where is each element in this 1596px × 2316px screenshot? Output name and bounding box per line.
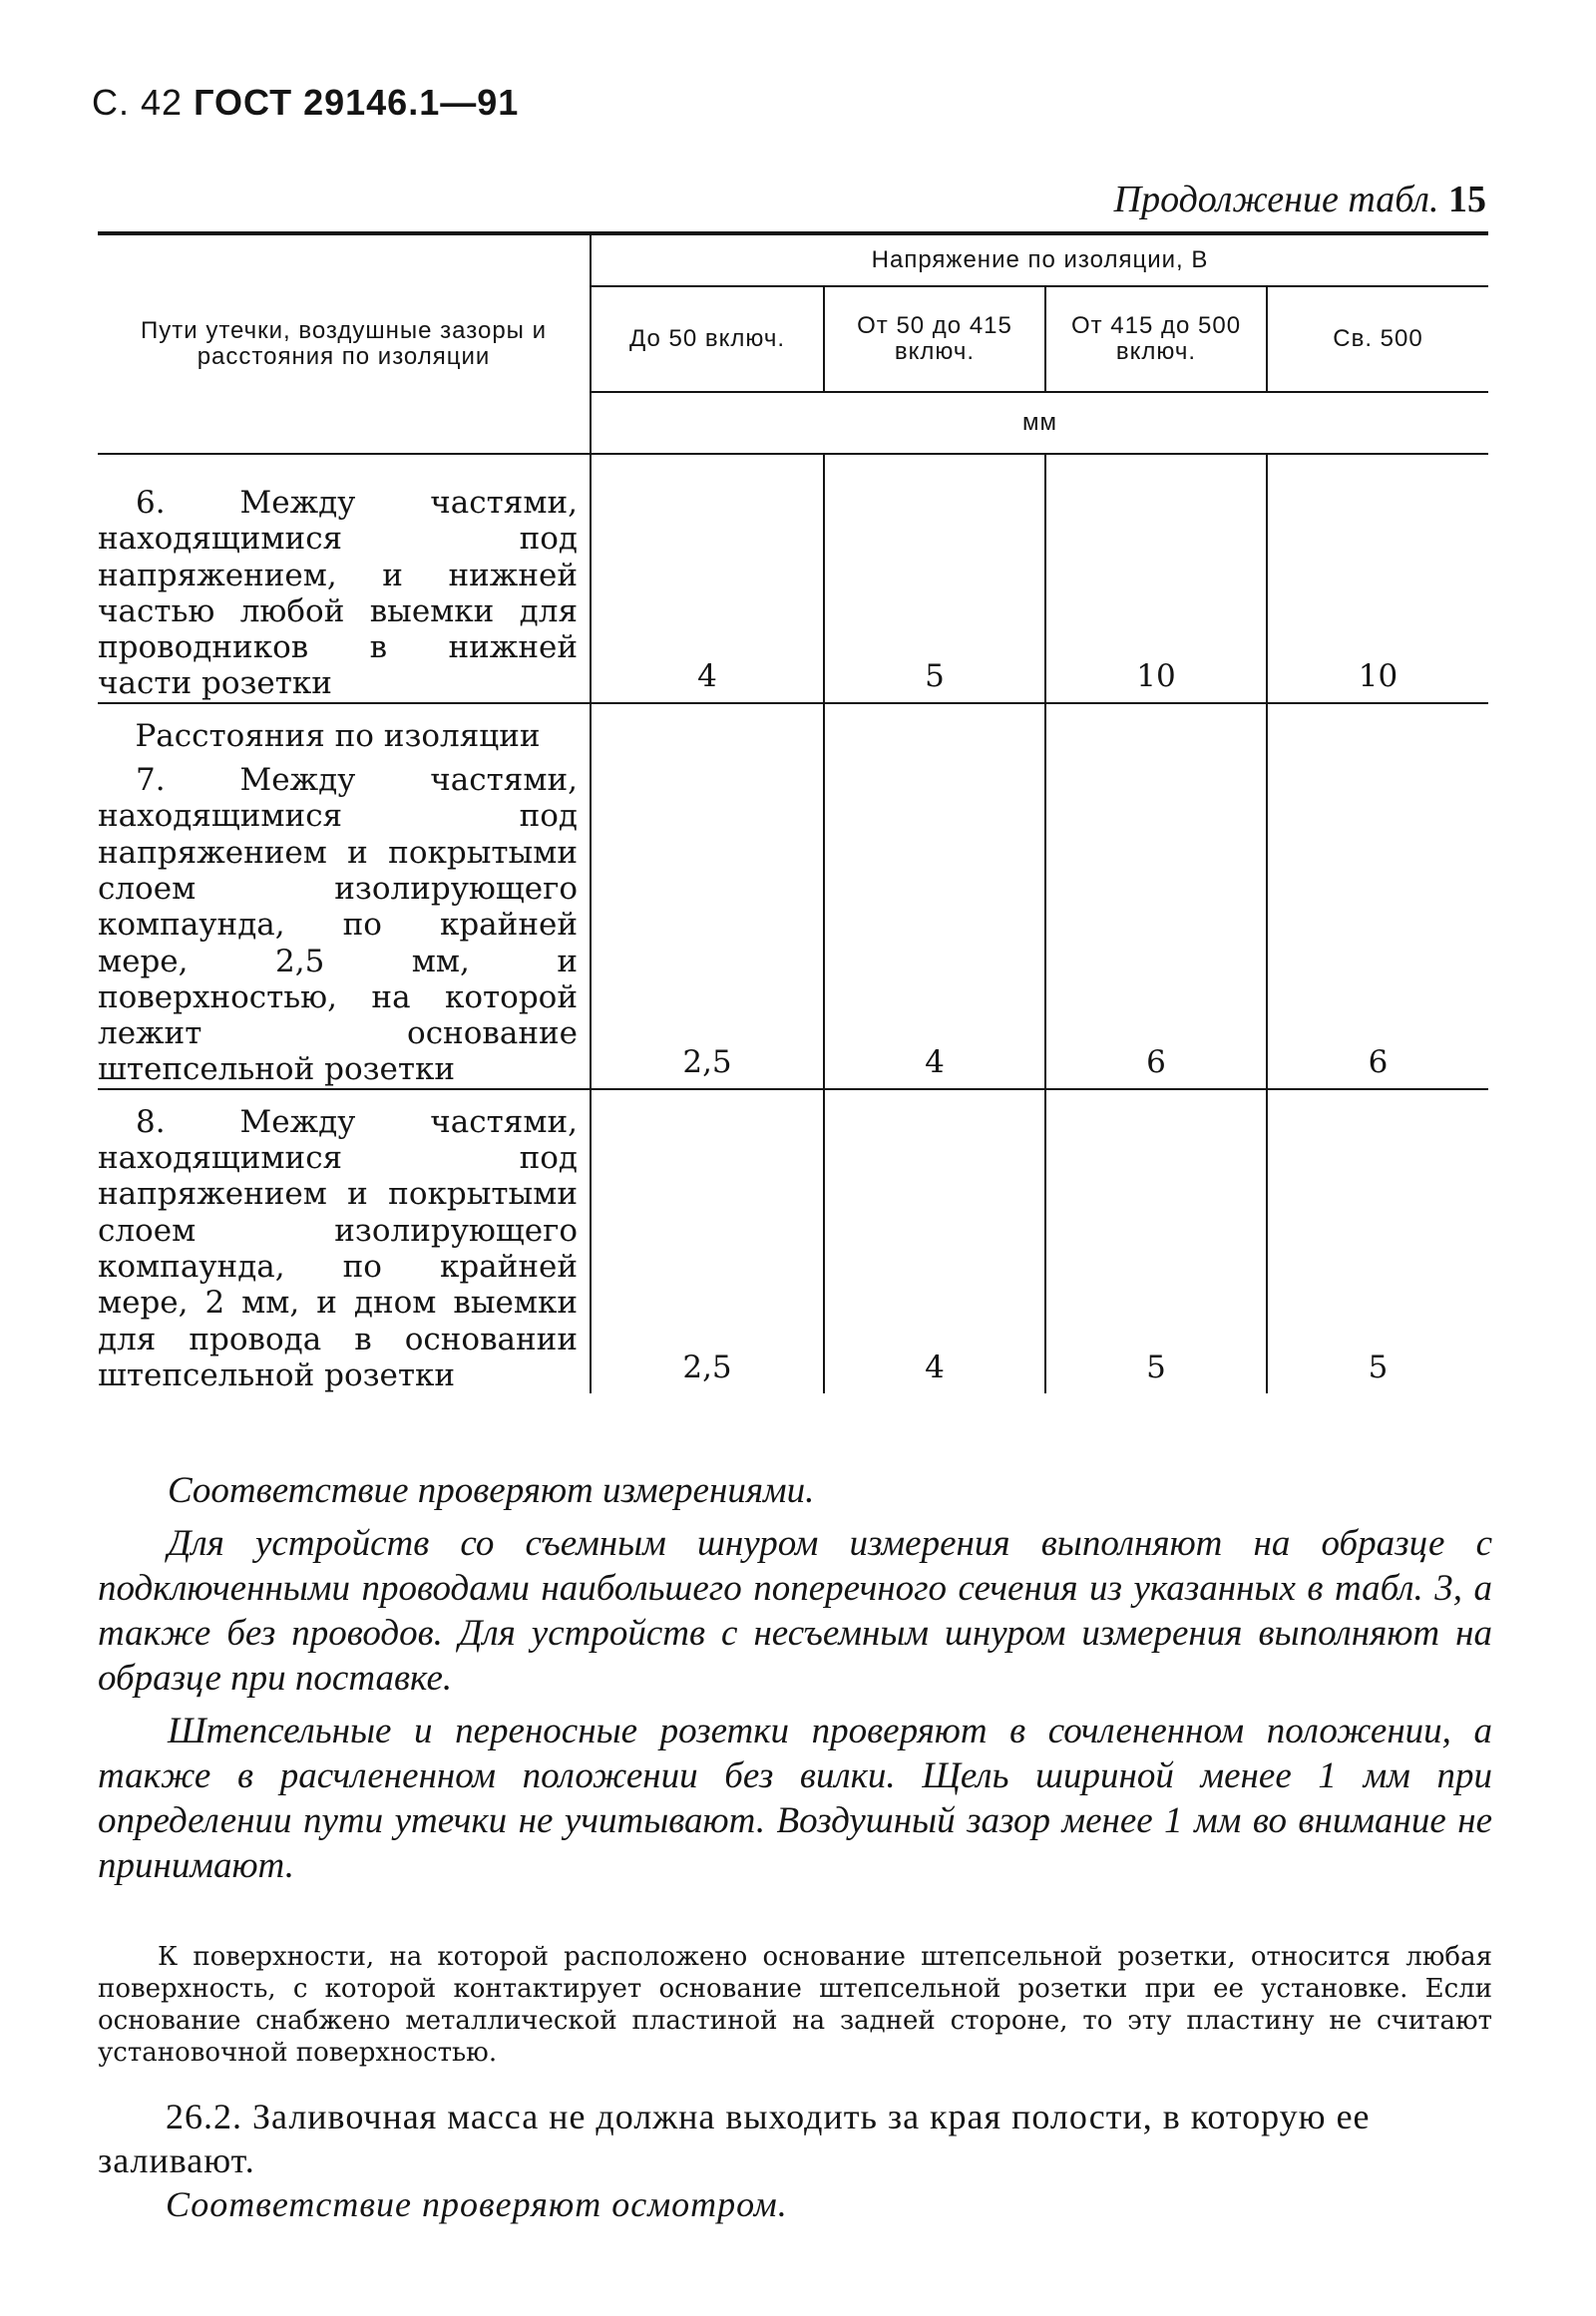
table-row [98, 454, 1488, 703]
note-text [98, 1941, 1492, 2069]
table-cell: 5 [1267, 1089, 1488, 1393]
row-description: 8. Между частями, находящимися под напряжением и покрытыми слоем изолирующего компаунда, по крайней мере, 2 мм, и дном выемки для провода в основании штепсельной розетки [98, 1103, 578, 1393]
table-cell: 4 [824, 703, 1045, 1089]
table-cell: 2,5 [682, 1350, 732, 1386]
row-description: 6. Между частями, находящимися под напряжением, и нижней частью любой выемки для проводников в нижней части розетки [98, 485, 578, 702]
column-header: От 50 до 415 включ. [824, 286, 1045, 392]
paragraph: Штепсельные и переносные розетки проверяют в сочлененном положении, а также в расчлененном положении без вилки. Щель шириной менее 1 мм при определении пути утечки не учитывают. Воздушный зазор менее 1 мм во внимание не принимают. [98, 1711, 1492, 1886]
caption-text: Продолжение табл. [1113, 179, 1439, 220]
row-description-cell [98, 1089, 591, 1393]
note-paragraph: К поверхности, на которой расположено основание штепсельной розетки, относится любая поверхность, с которой контактирует основание штепсельной розетки при ее установке. Если основание снабжено металлической пластиной на задней стороне, то эту пластину не считают установочной поверхностью. [98, 1942, 1492, 2068]
insulation-distances-table [98, 231, 1488, 1393]
page-number: С. 42 [92, 82, 184, 123]
section-paragraph: 26.2. Заливочная масса не должна выходить за края полости, в которую ее заливают. [98, 2097, 1371, 2180]
table-continuation-caption [1114, 178, 1486, 221]
table-cell: 6 [1045, 703, 1267, 1089]
compliance-text [98, 1468, 1492, 1896]
table-cell: 5 [1045, 1089, 1267, 1393]
unit-header: мм [591, 392, 1488, 454]
table-cell: 2,5 [591, 703, 824, 1089]
row-header: Пути утечки, воздушные зазоры и расстояния по изоляции [141, 317, 547, 370]
paragraph: Соответствие проверяют измерениями. [168, 1470, 815, 1511]
standard-designation: ГОСТ 29146.1—91 [194, 82, 520, 123]
table-cell: 10 [1045, 454, 1267, 703]
column-header: Св. 500 [1267, 286, 1488, 392]
table-row [98, 703, 1488, 1089]
table-cell: 5 [824, 454, 1045, 703]
table-cell: 6 [1267, 703, 1488, 1089]
paragraph: Для устройств со съемным шнуром измерения выполняют на образце с подключенными проводами наибольшего поперечного сечения из указанных в табл. 3, а также без проводов. Для устройств с несъемным шнуром измерения выполняют на образце при поставке. [98, 1523, 1492, 1699]
table-cell: 10 [1267, 454, 1488, 703]
page-header [92, 82, 519, 124]
table-row [98, 1089, 1488, 1393]
row-header-cell [98, 233, 591, 454]
column-header: До 50 включ. [591, 286, 824, 392]
row-description-cell [98, 454, 591, 703]
table-number: 15 [1448, 179, 1486, 220]
column-header: От 415 до 500 включ. [1045, 286, 1267, 392]
section-26-2 [98, 2095, 1492, 2226]
row-description-cell [98, 703, 591, 1089]
section-check: Соответствие проверяют осмотром. [166, 2184, 788, 2224]
table-cell: 4 [824, 1089, 1045, 1393]
row-subheading: Расстояния по изоляции [135, 717, 541, 754]
voltage-group-header: Напряжение по изоляции, В [591, 233, 1488, 286]
table-cell: 4 [591, 454, 824, 703]
row-description: 7. Между частями, находящимися под напряжением и покрытыми слоем изолирующего компаунда, по крайней мере, 2,5 мм, и поверхностью, на которой лежит основание штепсельной розетки [98, 762, 578, 1088]
